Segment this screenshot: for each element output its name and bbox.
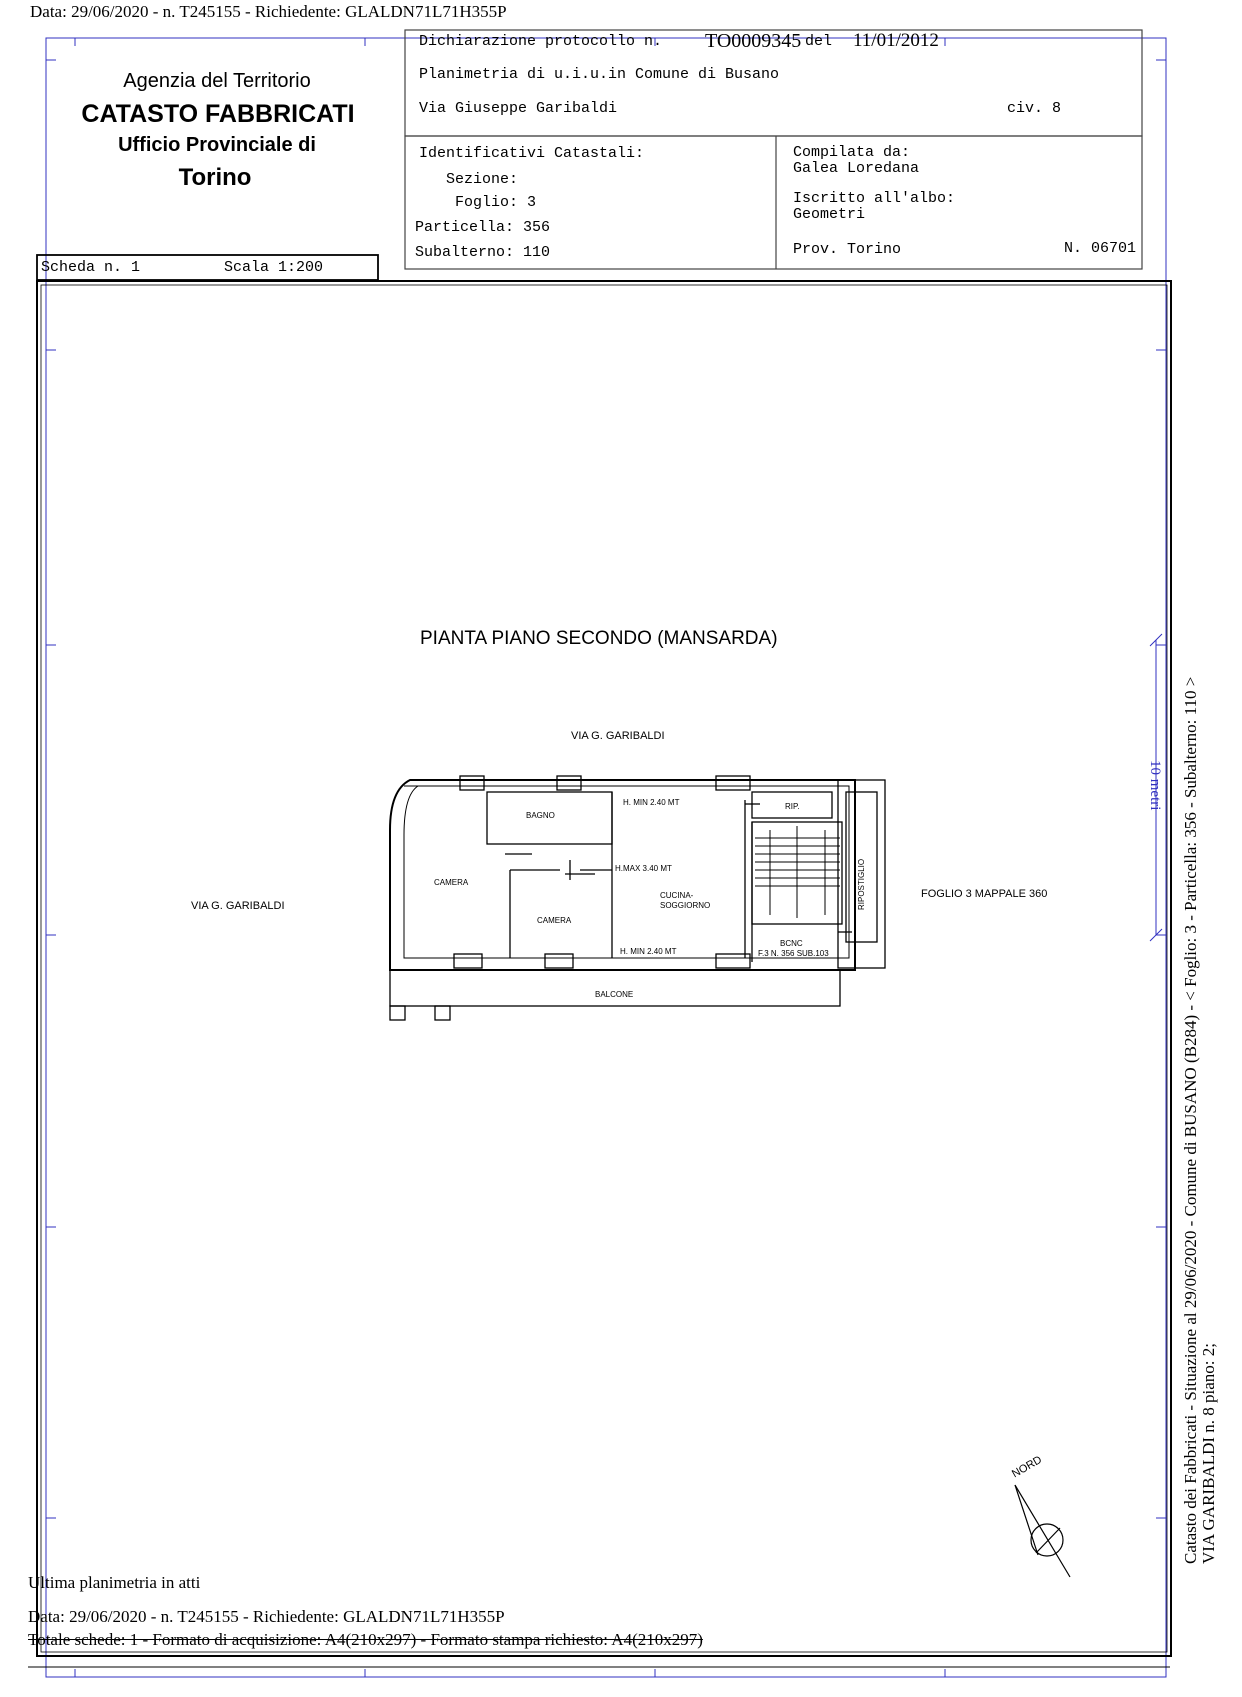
north-label: NORD	[1010, 1453, 1045, 1481]
room-rip: RIP.	[785, 802, 800, 811]
registration-number: N. 06701	[1064, 240, 1137, 257]
agency-name: Agenzia del Territorio	[123, 70, 311, 92]
civic-number: civ. 8	[1007, 100, 1062, 117]
albo-label: Iscritto all'albo:	[793, 190, 956, 207]
last-plan-note: Ultima planimetria in atti	[28, 1573, 201, 1592]
side-situation-text: Catasto dei Fabbricati - Situazione al 29/06/2020 - Comune di BUSANO (B284) - < Foglio: 3 - Particella: 356 - Subalterno: 110 >	[1181, 676, 1200, 1564]
room-bagno: BAGNO	[526, 811, 555, 820]
protocol-number: TO0009345	[705, 30, 802, 52]
height-max: H.MAX 3.40 MT	[615, 864, 672, 873]
floor-plan	[390, 776, 885, 1020]
protocol-del: del	[805, 33, 833, 50]
room-cucina-1: CUCINA-	[660, 891, 694, 900]
subalterno-value: Subalterno: 110	[415, 244, 551, 261]
albo-value: Geometri	[793, 206, 866, 223]
particella-value: Particella: 356	[415, 219, 551, 236]
room-camera-1: CAMERA	[434, 878, 469, 887]
identifiers-title: Identificativi Catastali:	[419, 145, 645, 162]
foglio-value: Foglio: 3	[455, 194, 537, 211]
street-top-label: VIA G. GARIBALDI	[571, 730, 665, 742]
compiler-name: Galea Loredana	[793, 160, 920, 177]
room-balcone: BALCONE	[595, 990, 634, 999]
north-arrow	[1015, 1485, 1070, 1577]
province: Prov. Torino	[793, 241, 902, 258]
protocol-date: 11/01/2012	[853, 30, 939, 51]
scale-label: Scala 1:200	[224, 259, 324, 276]
planimetria-line: Planimetria di u.i.u.in Comune di Busano	[419, 66, 780, 83]
footer-format-line: Totale schede: 1 - Formato di acquisizione: A4(210x297) - Formato stampa richiesto: A4(210x297)	[28, 1630, 703, 1649]
room-ripostiglio: RIPOSTIGLIO	[857, 858, 866, 910]
scheda-label: Scheda n. 1	[41, 259, 141, 276]
office-label: Ufficio Provinciale di	[118, 134, 316, 156]
room-bcnc-2: F.3 N. 356 SUB.103	[758, 949, 829, 958]
street-left-label: VIA G. GARIBALDI	[191, 900, 285, 912]
room-cucina-2: SOGGIORNO	[660, 901, 711, 910]
room-camera-2: CAMERA	[537, 916, 572, 925]
plan-title: PIANTA PIANO SECONDO (MANSARDA)	[420, 628, 778, 649]
height-min-bottom: H. MIN 2.40 MT	[620, 947, 677, 956]
address-line: Via Giuseppe Garibaldi	[419, 100, 618, 117]
catasto-title: CATASTO FABBRICATI	[81, 100, 355, 128]
height-min-top: H. MIN 2.40 MT	[623, 798, 680, 807]
footer-request-line: Data: 29/06/2020 - n. T245155 - Richiedente: GLALDN71L71H355P	[28, 1607, 505, 1626]
request-header-line: Data: 29/06/2020 - n. T245155 - Richiedente: GLALDN71L71H355P	[30, 2, 507, 21]
neighbor-label: FOGLIO 3 MAPPALE 360	[921, 888, 1048, 900]
sezione-label: Sezione:	[446, 171, 519, 188]
compiler-label: Compilata da:	[793, 144, 911, 161]
protocol-label: Dichiarazione protocollo n.	[419, 33, 663, 50]
office-city: Torino	[178, 164, 252, 191]
room-bcnc-1: BCNC	[780, 939, 803, 948]
side-address-text: VIA GARIBALDI n. 8 piano: 2;	[1199, 1343, 1218, 1564]
scale-bar-label: 10 metri	[1147, 760, 1163, 811]
